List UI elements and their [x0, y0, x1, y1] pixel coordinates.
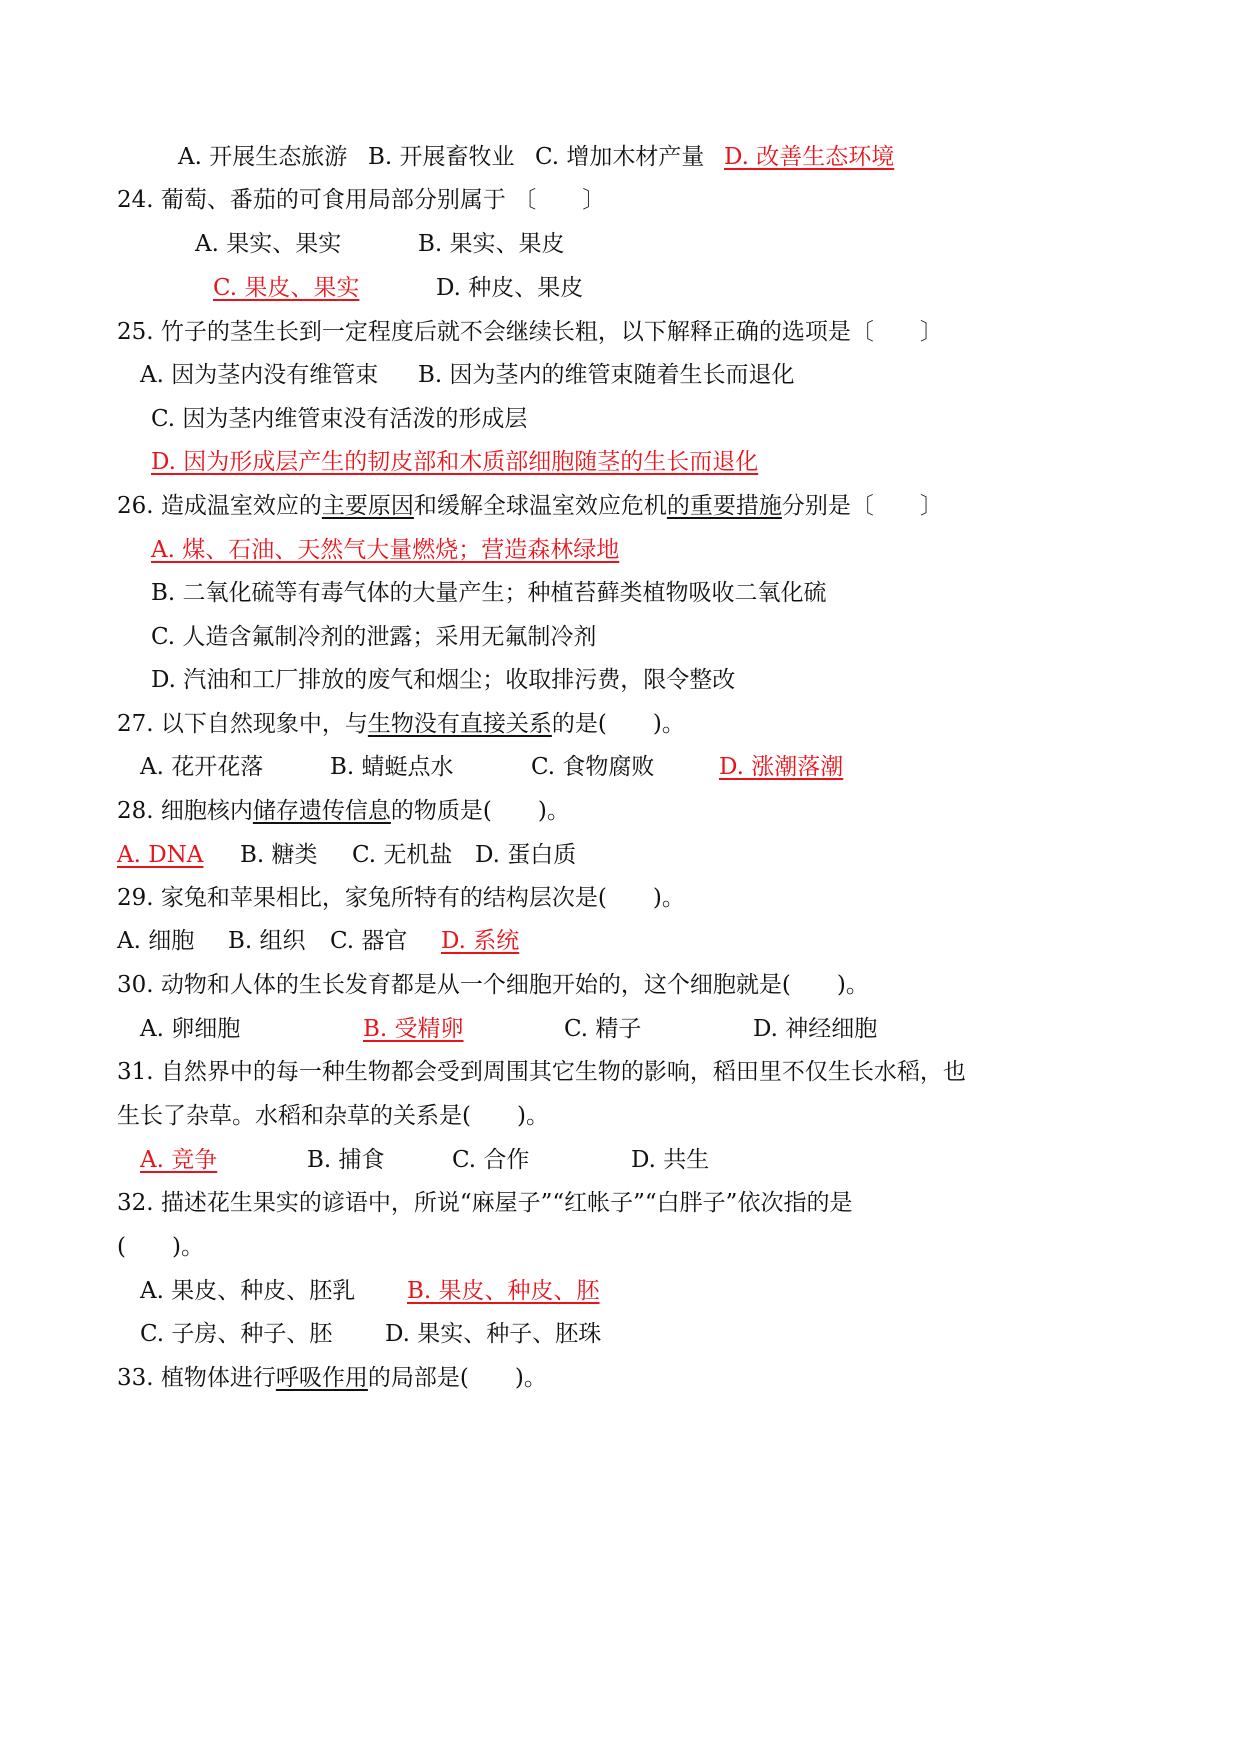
q24-option-b: B. 果实、果皮: [418, 231, 565, 257]
q31-option-b: B. 捕食: [307, 1147, 385, 1173]
q29-option-c: C. 器官: [330, 928, 408, 954]
q30-option-d: D. 神经细胞: [753, 1016, 878, 1042]
q28-option-d: D. 蛋白质: [475, 842, 577, 868]
q27-option-c: C. 食物腐败: [531, 754, 655, 780]
q32-option-d: D. 果实、种子、胚珠: [385, 1321, 602, 1347]
q23-option-b: B. 开展畜牧业: [368, 144, 515, 170]
q32-stem-line2: ( )。: [117, 1234, 204, 1260]
q28-stem: 28. 细胞核内储存遗传信息的物质是( )。: [117, 798, 570, 824]
q25-option-c: C. 因为茎内维管束没有活泼的形成层: [151, 406, 528, 432]
q25-option-d-answer: D. 因为形成层产生的韧皮部和木质部细胞随茎的生长而退化: [151, 449, 759, 475]
q30-option-c: C. 精子: [564, 1016, 642, 1042]
q28-option-c: C. 无机盐: [352, 842, 453, 868]
q24-stem: 24. 葡萄、番茄的可食用局部分别属于 〔 〕: [117, 187, 606, 213]
q32-option-a: A. 果皮、种皮、胚乳: [140, 1278, 356, 1304]
q31-option-a-answer: A. 竞争: [140, 1147, 218, 1173]
q29-option-d-answer: D. 系统: [441, 928, 520, 954]
q24-option-c-answer: C. 果皮、果实: [213, 275, 360, 301]
q27-option-a: A. 花开花落: [140, 754, 264, 780]
q32-option-b-answer: B. 果皮、种皮、胚: [407, 1278, 600, 1304]
q24-option-d: D. 种皮、果皮: [436, 275, 584, 301]
q32-stem-line1: 32. 描述花生果实的谚语中，所说“麻屋子”“红帐子”“白胖子”依次指的是: [117, 1190, 853, 1216]
q30-stem: 30. 动物和人体的生长发育都是从一个细胞开始的，这个细胞就是( )。: [117, 972, 869, 998]
q26-option-b: B. 二氧化硫等有毒气体的大量产生；种植苔藓类植物吸收二氧化硫: [151, 580, 827, 606]
q25-option-b: B. 因为茎内的维管束随着生长而退化: [418, 362, 795, 388]
q30-option-a: A. 卵细胞: [140, 1016, 241, 1042]
q27-option-b: B. 蜻蜓点水: [330, 754, 454, 780]
q30-option-b-answer: B. 受精卵: [363, 1016, 464, 1042]
q23-option-a: A. 开展生态旅游: [178, 144, 348, 170]
q33-stem: 33. 植物体进行呼吸作用的局部是( )。: [117, 1365, 547, 1391]
q29-option-b: B. 组织: [228, 928, 306, 954]
q28-option-a-answer: A. DNA: [117, 842, 204, 868]
q29-option-a: A. 细胞: [117, 928, 195, 954]
q26-option-c: C. 人造含氟制冷剂的泄露；采用无氟制冷剂: [151, 624, 597, 650]
q29-stem: 29. 家兔和苹果相比，家兔所特有的结构层次是( )。: [117, 885, 685, 911]
q31-stem-line2: 生长了杂草。水稻和杂草的关系是( )。: [117, 1103, 549, 1129]
q31-option-d: D. 共生: [631, 1147, 710, 1173]
q26-option-d: D. 汽油和工厂排放的废气和烟尘；收取排污费，限令整改: [151, 667, 736, 693]
q32-option-c: C. 子房、种子、胚: [140, 1321, 333, 1347]
q31-stem-line1: 31. 自然界中的每一种生物都会受到周围其它生物的影响，稻田里不仅生长水稻，也: [117, 1059, 966, 1085]
q27-stem: 27. 以下自然现象中，与生物没有直接关系的是( )。: [117, 711, 685, 737]
q25-stem: 25. 竹子的茎生长到一定程度后就不会继续长粗，以下解释正确的选项是〔 〕: [117, 319, 943, 345]
q28-option-b: B. 糖类: [240, 842, 318, 868]
q25-option-a: A. 因为茎内没有维管束: [140, 362, 379, 388]
q27-option-d-answer: D. 涨潮落潮: [719, 754, 844, 780]
q26-option-a-answer: A. 煤、石油、天然气大量燃烧；营造森林绿地: [151, 537, 620, 563]
q26-stem: 26. 造成温室效应的主要原因和缓解全球温室效应危机的重要措施分别是〔 〕: [117, 493, 943, 519]
q31-option-c: C. 合作: [452, 1147, 530, 1173]
q24-option-a: A. 果实、果实: [195, 231, 342, 257]
q23-option-d-answer: D. 改善生态环境: [724, 144, 895, 170]
q23-option-c: C. 增加木材产量: [535, 144, 705, 170]
